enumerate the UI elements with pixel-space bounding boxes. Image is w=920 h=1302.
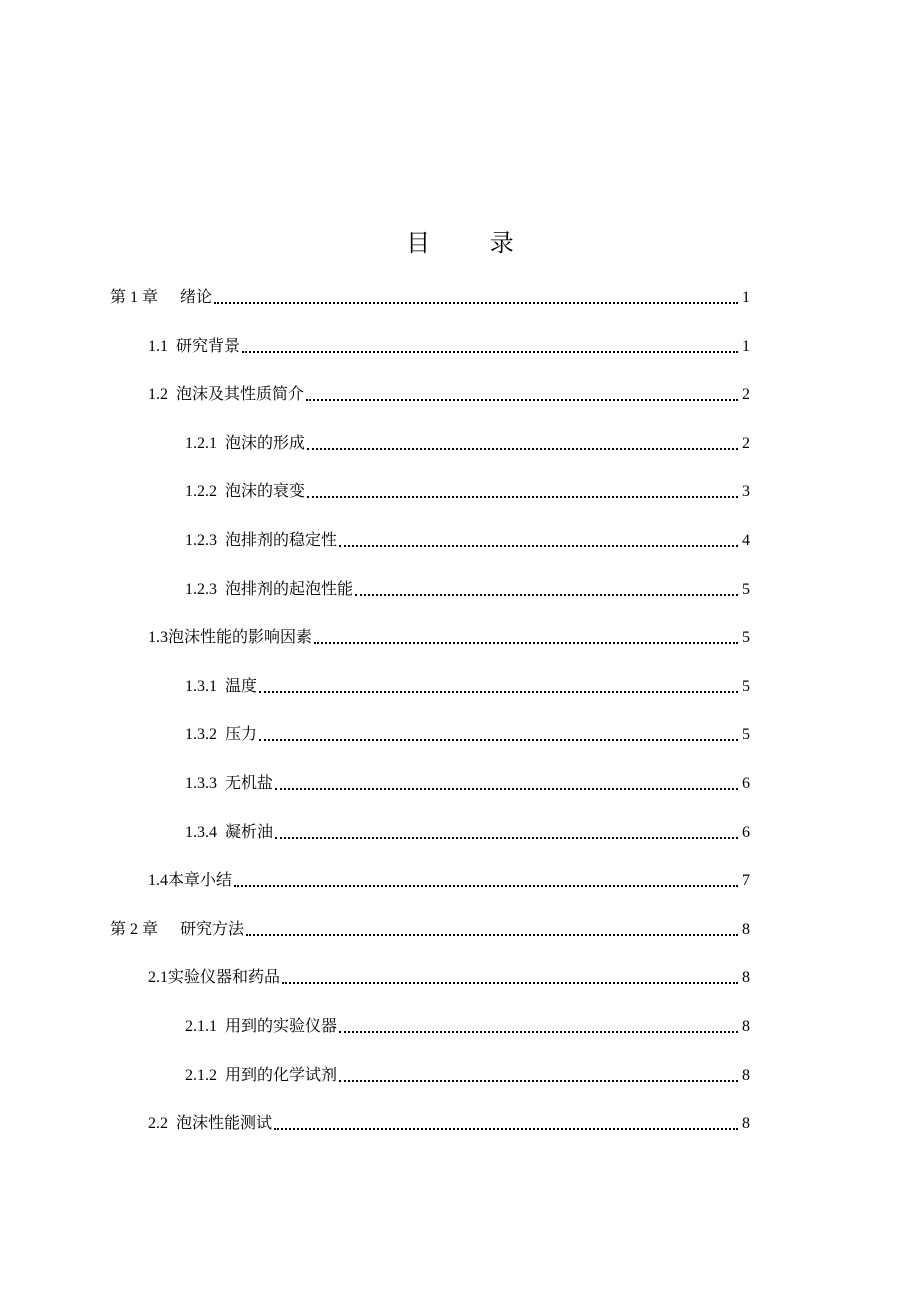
toc-entry[interactable] bbox=[185, 577, 750, 601]
toc-entry-title: 用到的实验仪器 bbox=[225, 1018, 338, 1035]
toc-entry-number: 1.3.1 bbox=[185, 678, 217, 695]
dot-leader bbox=[339, 1079, 738, 1082]
toc-entry-page-number: 8 bbox=[742, 921, 750, 938]
dot-leader bbox=[339, 1030, 738, 1033]
toc-entry-page-number: 5 bbox=[742, 678, 750, 695]
toc-entry[interactable] bbox=[148, 334, 750, 358]
toc-entry-page-number: 7 bbox=[742, 872, 750, 889]
toc-entry[interactable] bbox=[185, 479, 750, 503]
toc-entry-page-number: 5 bbox=[742, 581, 750, 598]
dot-leader bbox=[275, 836, 738, 839]
dot-leader bbox=[274, 1127, 738, 1130]
toc-entry-number: 1.2.1 bbox=[185, 435, 217, 452]
toc-entry-page-number: 1 bbox=[742, 289, 750, 306]
toc-entry-title: 本章小结 bbox=[168, 872, 233, 889]
toc-entry-title: 温度 bbox=[225, 678, 258, 695]
toc-entry[interactable] bbox=[148, 382, 750, 406]
toc-entry-number: 1.3.2 bbox=[185, 726, 217, 743]
toc-entry-title: 研究方法 bbox=[180, 921, 245, 938]
dot-leader bbox=[234, 884, 738, 887]
toc-entry-number: 1.3.4 bbox=[185, 824, 217, 841]
toc-entry-page-number: 8 bbox=[742, 969, 750, 986]
toc-entry-page-number: 2 bbox=[742, 435, 750, 452]
toc-entry[interactable] bbox=[185, 528, 750, 552]
toc-entry-number: 1.3.3 bbox=[185, 775, 217, 792]
toc-entry-title: 凝析油 bbox=[225, 824, 274, 841]
toc-entry-page-number: 8 bbox=[742, 1115, 750, 1132]
dot-leader bbox=[246, 933, 738, 936]
toc-entry-title: 泡沫性能的影响因素 bbox=[168, 629, 313, 646]
toc-entry-title: 泡排剂的起泡性能 bbox=[225, 581, 354, 598]
toc-entry[interactable] bbox=[110, 917, 750, 941]
dot-leader bbox=[355, 593, 738, 596]
toc-entry-title: 无机盐 bbox=[225, 775, 274, 792]
toc-entry-page-number: 8 bbox=[742, 1067, 750, 1084]
dot-leader bbox=[306, 398, 738, 401]
toc-entry-page-number: 6 bbox=[742, 824, 750, 841]
toc-entry-number: 1.2 bbox=[148, 386, 168, 403]
toc-entry[interactable] bbox=[185, 431, 750, 455]
toc-entry-number: 1.2.2 bbox=[185, 483, 217, 500]
toc-entry[interactable] bbox=[148, 625, 750, 649]
toc-entry-number: 2.1.1 bbox=[185, 1018, 217, 1035]
dot-leader bbox=[314, 641, 738, 644]
toc-entry-page-number: 2 bbox=[742, 386, 750, 403]
toc-entry-page-number: 3 bbox=[742, 483, 750, 500]
toc-entry-title: 绪论 bbox=[180, 289, 213, 306]
dot-leader bbox=[307, 447, 738, 450]
dot-leader bbox=[259, 690, 738, 693]
dot-leader bbox=[259, 738, 738, 741]
toc-entry-page-number: 4 bbox=[742, 532, 750, 549]
toc-entry-title: 泡沫的形成 bbox=[225, 435, 306, 452]
dot-leader bbox=[307, 495, 738, 498]
toc-entry-number: 第 1 章 bbox=[110, 289, 159, 306]
toc-entry-title: 泡沫及其性质简介 bbox=[176, 386, 305, 403]
dot-leader bbox=[242, 350, 738, 353]
toc-entry-title: 研究背景 bbox=[176, 338, 241, 355]
toc-entry-page-number: 1 bbox=[742, 338, 750, 355]
toc-entry-number: 2.1 bbox=[148, 969, 168, 986]
toc-entry-number: 1.1 bbox=[148, 338, 168, 355]
toc-entry[interactable] bbox=[148, 1111, 750, 1135]
toc-entry[interactable] bbox=[185, 722, 750, 746]
toc-entry[interactable] bbox=[185, 674, 750, 698]
toc-entry[interactable] bbox=[185, 820, 750, 844]
dot-leader bbox=[339, 544, 738, 547]
toc-entry[interactable] bbox=[185, 1063, 750, 1087]
toc-entry-title: 泡沫的衰变 bbox=[225, 483, 306, 500]
toc-entry-title: 泡沫性能测试 bbox=[176, 1115, 273, 1132]
toc-entry-page-number: 5 bbox=[742, 726, 750, 743]
toc-entry[interactable] bbox=[185, 1014, 750, 1038]
toc-entry[interactable] bbox=[110, 285, 750, 309]
toc-entry[interactable] bbox=[185, 771, 750, 795]
toc-entry-number: 1.2.3 bbox=[185, 532, 217, 549]
toc-entry-number: 1.2.3 bbox=[185, 581, 217, 598]
toc-entry-page-number: 5 bbox=[742, 629, 750, 646]
toc-entry-title: 泡排剂的稳定性 bbox=[225, 532, 338, 549]
toc-entry-number: 2.2 bbox=[148, 1115, 168, 1132]
toc-entry-page-number: 8 bbox=[742, 1018, 750, 1035]
toc-entry-page-number: 6 bbox=[742, 775, 750, 792]
toc-entry-number: 1.4 bbox=[148, 872, 168, 889]
dot-leader bbox=[282, 981, 738, 984]
dot-leader bbox=[214, 301, 738, 304]
dot-leader bbox=[275, 787, 738, 790]
toc-entry-title: 用到的化学试剂 bbox=[225, 1067, 338, 1084]
toc-entry-number: 2.1.2 bbox=[185, 1067, 217, 1084]
toc-title: 目 录 bbox=[406, 229, 540, 257]
toc-entry-title: 实验仪器和药品 bbox=[168, 969, 281, 986]
toc-entry-number: 1.3 bbox=[148, 629, 168, 646]
toc-entry-title: 压力 bbox=[225, 726, 258, 743]
toc-entry-number: 第 2 章 bbox=[110, 921, 159, 938]
toc-entry[interactable] bbox=[148, 868, 750, 892]
toc-entry[interactable] bbox=[148, 965, 750, 989]
